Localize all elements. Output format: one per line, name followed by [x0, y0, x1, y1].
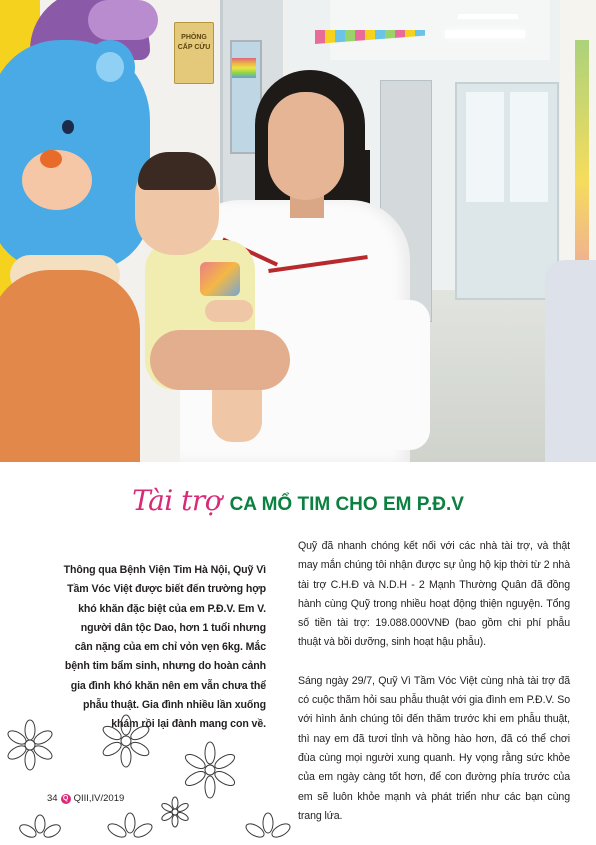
door-glass: [510, 92, 548, 202]
flower-icon: [100, 808, 160, 842]
flower-icon: [178, 738, 242, 802]
ceiling-light: [445, 30, 525, 38]
baby-hair: [138, 152, 216, 190]
magazine-logo-icon: Q: [61, 794, 71, 804]
body-column: [298, 537, 570, 845]
flower-icon: [95, 710, 157, 772]
flower-icon: [238, 808, 298, 842]
baby-arm: [205, 300, 253, 322]
room-sign-line1: PHÒNG: [181, 34, 207, 41]
flower-icon: [0, 715, 60, 775]
flower-icon: [158, 795, 192, 829]
woman-arm: [380, 300, 430, 450]
ceiling-light: [458, 14, 518, 19]
page-number: 34: [47, 793, 58, 804]
flower-icon: [12, 810, 68, 842]
room-sign: [174, 22, 214, 84]
baby-clothes-print: [200, 262, 240, 296]
woman-arm: [150, 330, 290, 390]
issue-label: QIII,IV/2019: [73, 793, 125, 804]
mural-bear-nose: [40, 150, 62, 168]
intro-paragraph: Thông qua Bệnh Viện Tim Hà Nội, Quỹ Vì Tầm Vóc Việt được biết đến trường hợp khó khăn đặc biệt của em P.Đ.V. Em V. người dân tộc Dao, hơn 1 tuổi nhưng cân nặng của em chỉ vỏn vẹn 6kg. Mắc bệnh tim bẩm sinh, nhưng do hoàn cảnh gia đình khó khăn nên em vẫn chưa thể phẫu thuật. Gia đình nhiều lần xuống khám rồi lại đành mang con về.: [63, 564, 266, 731]
mural-bear-eye: [62, 120, 74, 134]
room-sign-line2: CẤP CỨU: [177, 44, 211, 51]
mural-bear-body: [0, 270, 140, 462]
rainbow-sticker: [232, 58, 256, 78]
page-footer: [47, 793, 124, 804]
woman-face: [268, 92, 344, 200]
mural-bear-ear-inner: [96, 52, 124, 82]
mural-hat-top: [88, 0, 158, 40]
article-title: [0, 484, 596, 517]
title-script: Tài trợ: [132, 484, 222, 517]
body-paragraph: Sáng ngày 29/7, Quỹ Vì Tầm Vóc Việt cùng nhà tài trợ đã có cuộc thăm hỏi sau phẫu thuật với gia đình em P.Đ.V. So với hình ảnh chúng tôi đến thăm trước khi em phẫu thuật, thì nay em đã tươi tỉnh và hồng hào hơn, đã có thể chơi đùa cùng mọi người xung quanh. Hy vọng rằng sức khỏe của em ngày càng tốt hơn, để con đường phía trước của em sẽ luôn khỏe mạnh và phát triển như các bạn cùng trang lứa.: [298, 674, 570, 822]
body-paragraph: Quỹ đã nhanh chóng kết nối với các nhà tài trợ, và thật may mắn chúng tôi nhận được sự ủng hộ kịp thời từ 2 nhà tài trợ C.H.Đ và N.D.H - 2 Mạnh Thường Quân đã đồng hành cùng Quỹ trong nhiều hoạt động thiện nguyện. Tổng số tiền tài trợ: 19.088.000VNĐ (bao gồm chi phí phẫu thuật và bồi dưỡng, sinh hoạt hậu phẫu).: [298, 540, 570, 649]
door-glass: [466, 92, 504, 202]
background-person: [545, 260, 596, 462]
title-main: CA MỔ TIM CHO EM P.Đ.V: [229, 494, 464, 515]
